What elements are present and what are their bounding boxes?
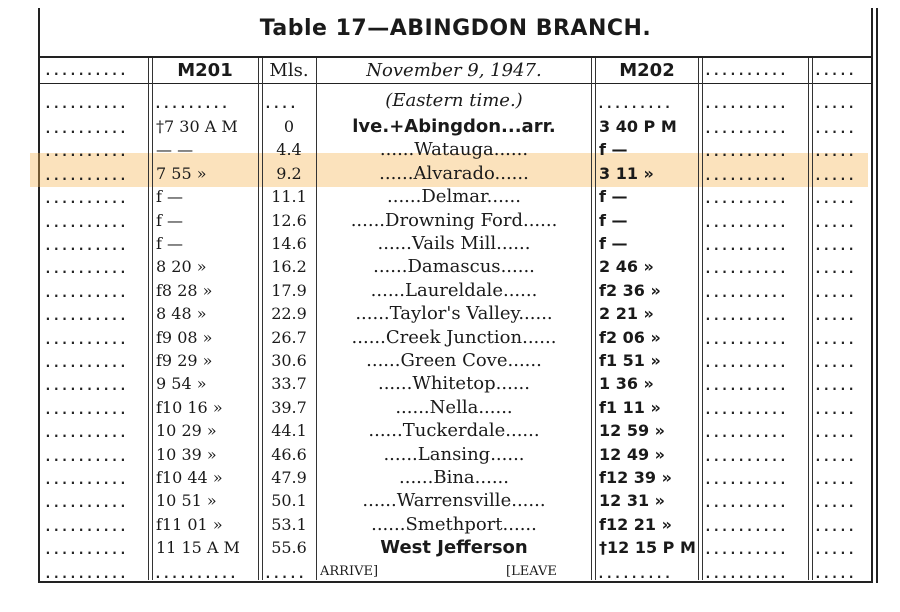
arrival-time-m202: 2 21 » [599,304,654,323]
row-dots: .......... [704,262,788,277]
arrival-time-m202: 3 11 » [599,164,654,183]
mileage: 0 [283,117,295,136]
row-dots: ..... [814,262,856,277]
row-dots: ..... [814,403,856,418]
row-dots: .......... [44,122,128,137]
row-dots: .......... [704,239,788,254]
footer-dots: ..... [264,567,306,582]
column-divider [262,58,263,580]
column-divider [152,58,153,580]
leader-dots: ...... [377,233,412,254]
row-dots: .......... [44,403,128,418]
row-dots: ..... [814,520,856,535]
leader-dots: ...... [490,444,525,465]
row-dots: .......... [44,520,128,535]
row-dots: .......... [44,169,128,184]
train-number-right: M202 [619,60,675,81]
footer-dots: .......... [704,567,788,582]
leader-dots: ...... [355,303,390,324]
departure-time-m201: 10 29 » [156,421,217,440]
leader-dots: ...... [474,467,509,488]
row-dots: .......... [44,426,128,441]
row-dots: .......... [704,309,788,324]
row-dots: .......... [704,520,788,535]
mileage: 44.1 [271,421,307,440]
mileage: 22.9 [271,304,307,323]
station-name-text: Whitetop [412,373,496,394]
footer-dots: .......... [44,567,128,582]
row-dots: .... [264,97,298,112]
frame-border-right-double [876,8,878,583]
station-name [318,489,590,512]
leader-dots: ...... [373,256,408,277]
mileage: 30.6 [271,351,307,370]
frame-border-right [871,8,873,583]
row-dots: .......... [704,192,788,207]
station-name-text: Drowning Ford [385,210,523,231]
leader-dots: ...... [507,350,542,371]
leader-dots: ...... [494,163,529,184]
mileage: 47.9 [271,468,307,487]
header-dots: .......... [44,64,128,79]
row-dots: .......... [44,216,128,231]
leader-dots: ...... [502,280,538,301]
column-divider [258,58,259,580]
leave-text: LEAVE [511,564,557,579]
mileage: 33.7 [271,374,307,393]
mileage: 26.7 [271,328,307,347]
station-name-text: Taylor's Valley [389,303,519,324]
column-divider [595,58,596,580]
station-name [318,536,590,559]
station-name [318,185,590,208]
column-divider [591,58,592,580]
leader-dots: ...... [522,210,558,231]
leader-dots: ...... [366,350,401,371]
departure-time-m201: 11 15 A M [156,538,240,557]
row-dots: ......... [597,97,672,112]
row-dots: .......... [704,216,788,231]
eastern-time-note: (Eastern time.) [385,90,523,111]
row-dots: ..... [814,473,856,488]
station-name-text: Watauga [414,139,494,160]
row-dots: ..... [814,122,856,137]
mileage: 55.6 [271,538,307,557]
station-name [318,349,590,372]
station-name [318,232,590,255]
row-dots: .......... [44,262,128,277]
station-name-text: Lansing [417,444,491,465]
station-name [318,115,590,138]
miles-header: Mls. [269,60,309,81]
arrival-time-m202: 12 31 » [599,491,666,510]
arrival-time-m202: f — [599,211,628,230]
row-dots: .......... [704,333,788,348]
row-dots: ..... [814,216,856,231]
row-dots: ..... [814,426,856,441]
departure-time-m201: 7 55 » [156,164,207,183]
arrival-time-m202: f — [599,187,628,206]
row-dots: .......... [44,333,128,348]
leader-dots: ...... [368,420,403,441]
arrival-time-m202: †12 15 P M [599,538,696,557]
leader-dots: ...... [478,397,513,418]
row-dots: .......... [44,543,128,558]
row-dots: .......... [704,450,788,465]
column-divider [808,58,809,580]
station-name [318,326,590,349]
arrive-label: ARRIVE] [320,564,379,579]
header-rule-bottom [40,83,871,84]
leader-dots: ...... [383,444,418,465]
arrival-time-m202: f2 36 » [599,281,661,300]
row-dots: .......... [44,473,128,488]
leader-dots: ...... [518,303,553,324]
mileage: 12.6 [271,211,307,230]
station-name [318,372,590,395]
mileage: 11.1 [271,187,307,206]
arrival-time-m202: f2 06 » [599,328,661,347]
station-name [318,419,590,442]
header-dots: .......... [704,64,788,79]
departure-time-m201: f11 01 » [156,515,223,534]
mileage: 4.4 [276,140,302,159]
station-name-text: Creek Junction [385,327,523,348]
leader-dots: ...... [399,467,434,488]
departure-time-m201: — — [156,140,194,159]
departure-time-m201: 8 20 » [156,257,207,276]
row-dots: .......... [44,309,128,324]
row-dots: ......... [154,97,229,112]
footer-dots: .......... [154,567,238,582]
row-dots: .......... [704,356,788,371]
station-name-text: West Jefferson [380,537,528,558]
leader-dots: ...... [379,163,414,184]
station-name [318,466,590,489]
row-dots: ..... [814,496,856,511]
departure-time-m201: f — [156,187,184,206]
departure-time-m201: f10 44 » [156,468,223,487]
row-dots: ..... [814,192,856,207]
mileage: 17.9 [271,281,307,300]
leader-dots: ...... [351,327,386,348]
row-dots: .......... [44,286,128,301]
departure-time-m201: f9 08 » [156,328,213,347]
date-header: November 9, 1947. [366,60,542,81]
row-dots: .......... [704,403,788,418]
row-dots: ..... [814,239,856,254]
mileage: 53.1 [271,515,307,534]
station-name [318,302,590,325]
footer-dots: ..... [814,567,856,582]
mileage: 39.7 [271,398,307,417]
station-name-text: lve.+Abingdon...arr. [352,116,556,137]
leader-dots: ...... [379,139,415,160]
leader-dots: ...... [387,186,422,207]
station-name [318,279,590,302]
row-dots: ..... [814,379,856,394]
leader-dots: ...... [495,373,531,394]
arrival-time-m202: f — [599,140,628,159]
column-divider [148,58,149,580]
arrival-time-m202: f — [599,234,628,253]
leader-dots: ...... [511,490,546,511]
mileage: 14.6 [271,234,307,253]
departure-time-m201: f — [156,234,184,253]
leader-dots: ...... [377,373,413,394]
arrival-time-m202: f12 39 » [599,468,672,487]
leader-dots: ...... [371,514,406,535]
leader-dots: ...... [502,514,537,535]
station-name-text: Green Cove [400,350,508,371]
mileage: 9.2 [276,164,302,183]
departure-time-m201: †7 30 A M [156,117,238,136]
leader-dots: ...... [500,256,535,277]
column-divider [702,58,703,580]
station-name [318,513,590,536]
column-divider [812,58,813,580]
leader-dots: ...... [362,490,397,511]
station-name-text: Vails Mill [411,233,497,254]
header-dots: ..... [814,64,856,79]
station-name-text: Alvarado [413,163,495,184]
station-name [318,396,590,419]
leader-dots: ...... [370,280,406,301]
row-dots: ..... [814,356,856,371]
station-name-text: Laureldale [405,280,503,301]
row-dots: ..... [814,97,856,112]
arrival-time-m202: f1 51 » [599,351,661,370]
table-title: Table 17—ABINGDON BRANCH. [259,16,652,41]
arrival-time-m202: 3 40 P M [599,117,677,136]
row-dots: .......... [704,379,788,394]
arrival-time-m202: f1 11 » [599,398,661,417]
station-name-bold [380,537,527,558]
station-name [318,443,590,466]
row-dots: .......... [44,496,128,511]
row-dots: .......... [44,379,128,394]
mileage: 46.6 [271,445,307,464]
row-dots: ..... [814,450,856,465]
station-name-text: Warrensville [396,490,512,511]
row-dots: ..... [814,333,856,348]
departure-time-m201: f — [156,211,184,230]
row-dots: ..... [814,543,856,558]
column-divider [316,58,317,580]
station-name-text: Tuckerdale [402,420,506,441]
departure-time-m201: f8 28 » [156,281,213,300]
row-dots: .......... [44,356,128,371]
row-dots: ..... [814,169,856,184]
row-dots: .......... [704,97,788,112]
row-dots: .......... [44,97,128,112]
row-dots: .......... [704,286,788,301]
station-name-text: Nella [429,397,479,418]
station-name-text: Smethport [405,514,503,535]
row-dots: .......... [704,169,788,184]
arrival-time-m202: 1 36 » [599,374,654,393]
arrive-text: ARRIVE [320,564,373,579]
row-dots: .......... [704,473,788,488]
row-dots: .......... [44,239,128,254]
station-name [318,255,590,278]
leader-dots: ...... [522,327,557,348]
station-name-bold [352,116,555,137]
row-dots: ..... [814,145,856,160]
row-dots: ..... [814,286,856,301]
station-name-text: Bina [433,467,475,488]
row-dots: ..... [814,309,856,324]
station-name [318,138,590,161]
header-rule-top [40,56,871,58]
departure-time-m201: 10 39 » [156,445,217,464]
leader-dots: ...... [505,420,540,441]
departure-time-m201: 8 48 » [156,304,207,323]
station-name-text: Delmar [421,186,487,207]
row-dots: .......... [704,145,788,160]
arrival-time-m202: 12 59 » [599,421,666,440]
column-divider [698,58,699,580]
row-dots: .......... [704,426,788,441]
arrival-time-m202: f12 21 » [599,515,672,534]
leader-dots: ...... [395,397,430,418]
departure-time-m201: 9 54 » [156,374,207,393]
arrival-time-m202: 12 49 » [599,445,666,464]
station-name [318,209,590,232]
mileage: 50.1 [271,491,307,510]
departure-time-m201: f10 16 » [156,398,223,417]
departure-time-m201: f9 29 » [156,351,213,370]
arrival-time-m202: 2 46 » [599,257,654,276]
train-number-left: M201 [177,60,233,81]
row-dots: .......... [44,145,128,160]
frame-border-left [38,8,40,583]
row-dots: .......... [44,450,128,465]
footer-dots: ......... [597,567,672,582]
row-dots: .......... [704,122,788,137]
leader-dots: ...... [496,233,531,254]
leader-dots: ...... [493,139,529,160]
row-dots: .......... [704,496,788,511]
station-name-text: Damascus [407,256,501,277]
leader-dots: ...... [486,186,521,207]
leader-dots: ...... [350,210,386,231]
row-dots: .......... [44,192,128,207]
station-name [318,162,590,185]
mileage: 16.2 [271,257,307,276]
departure-time-m201: 10 51 » [156,491,217,510]
row-dots: .......... [704,543,788,558]
leave-label: [LEAVE [506,564,557,579]
